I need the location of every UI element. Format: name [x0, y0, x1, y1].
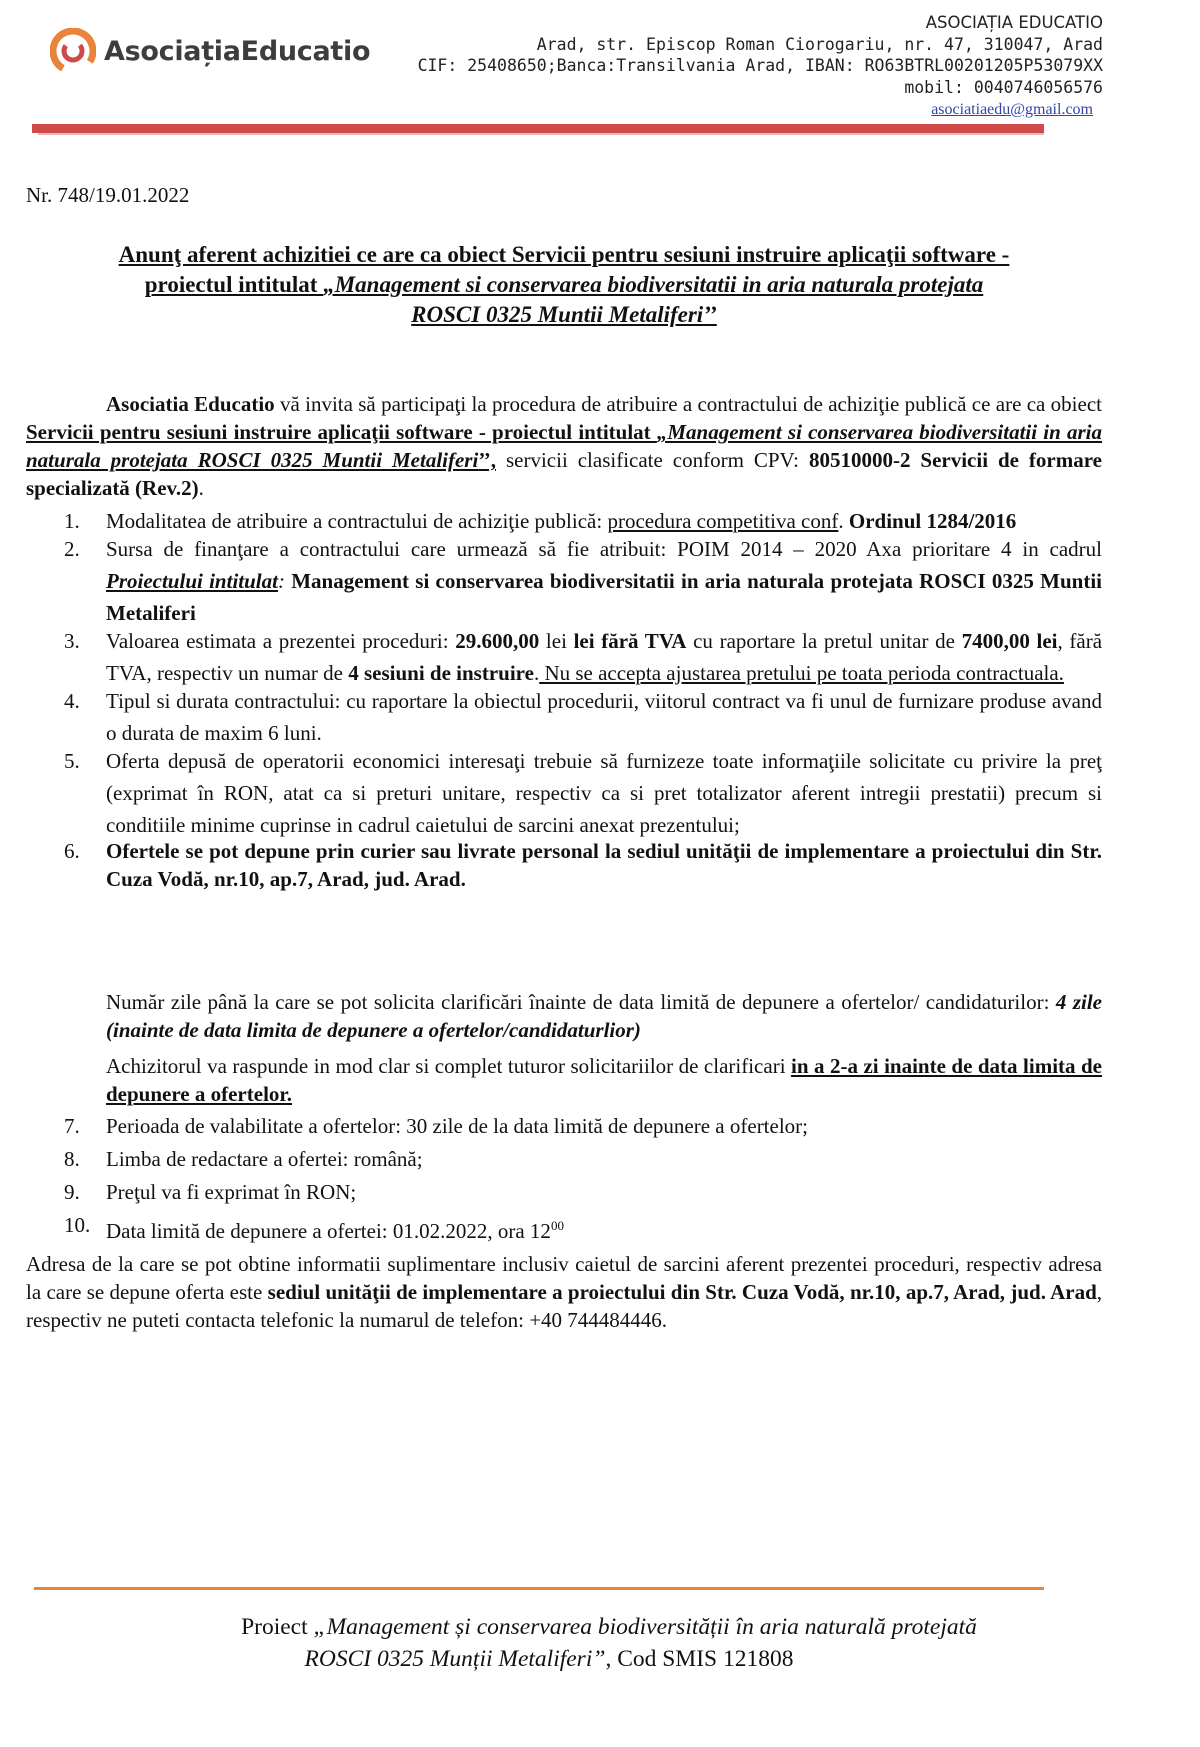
time-superscript: 00 [550, 1218, 564, 1233]
closing-text: Adresa de la care se pot obtine informatii suplimentare inclusiv caietul de sarcini aferent prezentei proceduri, respectiv adresa la care se depune oferta este [26, 1252, 1102, 1304]
list-item [26, 1143, 1102, 1176]
header-divider [32, 124, 1044, 133]
swirl-logo-icon [50, 28, 96, 74]
clarif-bold-italic: 4 zile (inainte de data limita de depunere a ofertelor/candidaturlior) [106, 990, 1102, 1042]
footer-smis: , Cod SMIS 121808 [605, 1646, 794, 1672]
list-number: 6. [64, 839, 80, 863]
item-bold: 4 sesiuni de instruire [348, 661, 534, 685]
list-item [26, 625, 1102, 689]
title-line-1: Anunţ aferent achizitiei ce are ca obiect Servicii pentru sesiuni instruire aplicaţii software - [118, 242, 1010, 267]
footer-divider [34, 1587, 1044, 1590]
intro-text-3: . [198, 476, 204, 500]
item-text: Oferta depusă de operatorii economici interesaţi trebuie să furnizeze toate informaţiile solicitate cu privire la preţ (exprimat în RON, atat ca si preturi unitare, respectiv ca si pret totalizator aferent intregii prestatii) precum si conditiile minime cuprinse in cadrul caietului de sarcini anexat prezentului; [106, 749, 1102, 837]
closing-paragraph [26, 1250, 1102, 1334]
item-bold: Management si conservarea biodiversitatii in aria naturala protejata ROSCI 0325 Muntii Metaliferi [106, 569, 1102, 625]
footer-line-1 [34, 1611, 1184, 1643]
conditions-list-continued [26, 1110, 1102, 1248]
org-name: ASOCIAȚIA EDUCATIO [925, 13, 1103, 32]
list-number: 8. [64, 1147, 80, 1171]
item-bold: Ofertele se pot depune prin curier sau livrate personal la sediul unităţii de implementare a proiectului din Str. Cuza Vodă, nr.10, ap.7, Arad, jud. Arad. [106, 839, 1102, 891]
footer-line-2 [34, 1643, 1064, 1675]
item-bold: 7400,00 lei [961, 629, 1058, 653]
item-text: Perioada de valabilitate a ofertelor: 30 zile de la data limită de depunere a ofertelor; [106, 1114, 809, 1138]
clarif-bold-underlined: in a 2-a zi inainte de data limita de depunere a ofertelor. [106, 1054, 1102, 1106]
list-number: 9. [64, 1180, 80, 1204]
list-number: 2. [64, 537, 80, 561]
clarif-text: Achizitorul va raspunde in mod clar si complet tuturor solicitariilor de clarificari [106, 1054, 792, 1078]
org-email-link[interactable]: asociatiaedu@gmail.com [931, 101, 1093, 118]
organization-logo [50, 28, 370, 74]
conditions-list [26, 509, 1103, 968]
item-bold: 29.600,00 [455, 629, 540, 653]
item-text: Tipul si durata contractului: cu raportare la obiectul procedurii, viitorul contract va fi unul de furnizare produse avand o durata de maxim 6 luni. [106, 689, 1102, 745]
list-item [26, 837, 1102, 893]
item-text: Valoarea estimata a prezentei proceduri: [106, 629, 456, 653]
org-address: Arad, str. Episcop Roman Ciorogariu, nr. 47, 310047, Arad [536, 34, 1103, 54]
item-underlined: Nu se accepta ajustarea pretului pe toata perioda contractuala. [539, 661, 1064, 685]
item-bold: Ordinul 1284/2016 [848, 509, 1017, 533]
intro-paragraph [26, 390, 1102, 502]
list-item [26, 745, 1102, 841]
list-number: 7. [64, 1114, 80, 1138]
letterhead-contact [418, 12, 1103, 121]
document-title [26, 240, 1102, 330]
intro-org: Asociatia Educatio [106, 392, 275, 416]
logo-text: AsociațiaEducatio [104, 35, 371, 67]
item-text: . [838, 509, 849, 533]
item-bold: lei fără TVA [573, 629, 687, 653]
clarif-text: Număr zile până la care se pot solicita clarificări înainte de data limită de depunere a ofertelor/ candidaturilor: [106, 990, 1056, 1014]
project-footer [34, 1611, 1184, 1675]
document-number: Nr. 748/19.01.2022 [26, 183, 190, 207]
title-line-2-prefix: proiectul intitulat [144, 272, 324, 297]
title-line-2-project: „Management si conservarea biodiversitatii in aria naturala protejata [323, 272, 984, 297]
item-text: Limba de redactare a ofertei: română; [106, 1147, 423, 1171]
list-number: 3. [64, 629, 80, 653]
item-underlined: procedura competitiva conf [607, 509, 839, 533]
item-text: Data limită de depunere a ofertei: 01.02.2022, ora 12 [106, 1219, 551, 1243]
list-number: 10. [64, 1213, 91, 1237]
item-text: Preţul va fi exprimat în RON; [106, 1180, 357, 1204]
org-fiscal-info: CIF: 25408650;Banca:Transilvania Arad, IBAN: RO63BTRL00201205P53079XX [417, 56, 1103, 75]
footer-project-name: „Management și conservarea biodiversității în aria naturală protejată [313, 1614, 977, 1640]
list-item [26, 685, 1102, 749]
list-number: 4. [64, 689, 80, 713]
footer-project-code: ROSCI 0325 Munții Metaliferi” [304, 1646, 606, 1672]
item-text: Modalitatea de atribuire a contractului de achiziţie publică: [106, 509, 608, 533]
list-item [26, 1176, 1102, 1209]
clarification-deadline [106, 988, 1102, 1044]
intro-object: Servicii pentru sesiuni instruire aplicaţii software - proiectul intitulat [26, 420, 657, 444]
intro-text-2: servicii clasificate conform CPV: [496, 448, 809, 472]
list-item [26, 1209, 1102, 1248]
header-divider-shadow [38, 133, 1044, 135]
item-text: : [277, 569, 285, 593]
title-line-3-project: ROSCI 0325 Muntii Metaliferi’’ [411, 302, 717, 327]
list-number: 5. [64, 749, 80, 773]
closing-bold: sediul unităţii de implementare a proiectului din Str. Cuza Vodă, nr.10, ap.7, Arad, jud. Arad [267, 1280, 1097, 1304]
intro-text-1: vă invita să participaţi la procedura de atribuire a contractului de achiziţie publică ce are ca obiect [274, 392, 1102, 416]
item-text: cu raportare la pretul unitar de [686, 629, 962, 653]
item-underlined-italic: Proiectului intitulat [106, 569, 278, 593]
title-line-2 [26, 270, 1102, 300]
intro-project: „Management si conservarea biodiversitatii in aria naturala protejata ROSCI 0325 Muntii Metaliferi [26, 420, 1102, 472]
closing-text: , respectiv ne puteti contacta telefonic la numarul de telefon: +40 744484446. [26, 1280, 1102, 1332]
list-item [26, 1110, 1102, 1143]
item-text: Sursa de finanţare a contractului care urmează să fie atribuit: POIM 2014 – 2020 Axa prioritare 4 in cadrul [106, 537, 1102, 561]
item-text: , fără TVA, respectiv un numar de [106, 629, 1103, 685]
title-line-3 [26, 300, 1102, 330]
item-text: . [533, 661, 540, 685]
intro-cpv: 80510000-2 Servicii de formare specializată (Rev.2) [26, 448, 1103, 500]
org-mobile: mobil: 0040746056576 [904, 77, 1103, 97]
footer-prefix: Proiect [241, 1614, 314, 1640]
clarification-answer [106, 1052, 1102, 1108]
item-text: lei [539, 629, 574, 653]
list-item [26, 533, 1102, 629]
intro-project-end: ’’, [478, 448, 497, 472]
list-number: 1. [64, 509, 80, 533]
